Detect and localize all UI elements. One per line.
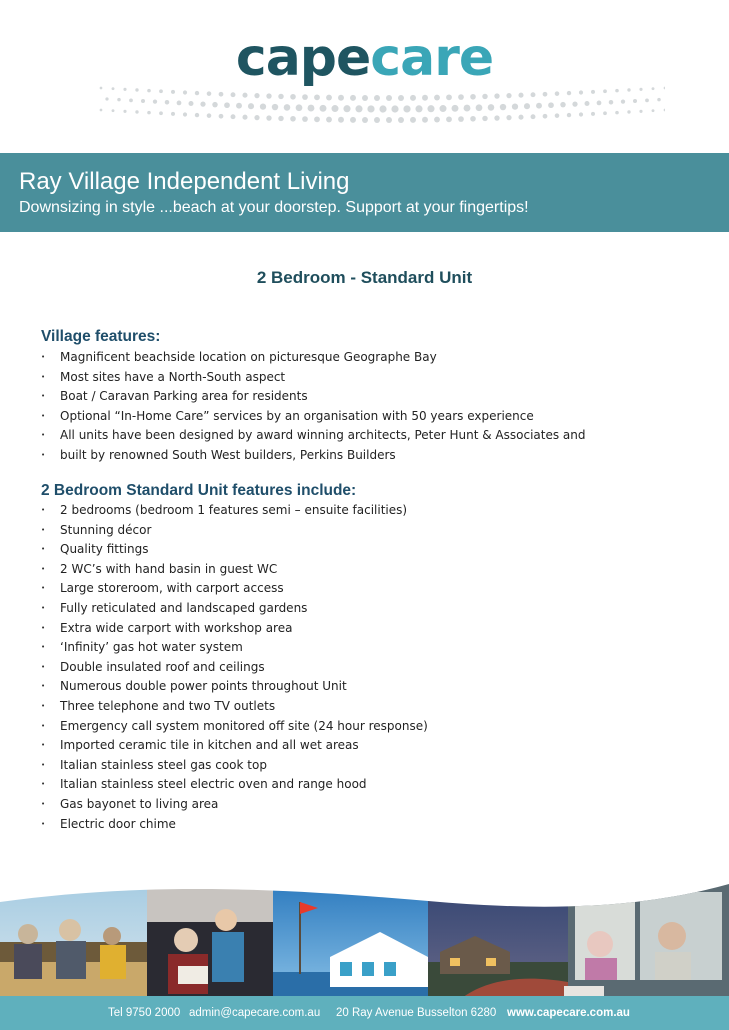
logo-dot: [664, 87, 665, 90]
footer-email[interactable]: admin@capecare.com.au: [189, 1007, 321, 1019]
list-item: • Magnificent beachside location on picturesque Geographe Bay: [41, 348, 586, 368]
logo-dot: [403, 105, 410, 112]
banner-subtitle: Downsizing in style ...beach at your doorstep. Support at your fingertips!: [19, 199, 529, 216]
logo-dot: [427, 105, 434, 112]
logo-dot: [627, 110, 630, 113]
logo-dot: [476, 104, 483, 111]
logo-dot: [159, 89, 163, 93]
logo-dot: [470, 94, 476, 100]
logo-dot: [362, 117, 368, 123]
header-banner: [0, 153, 729, 232]
logo-dot: [219, 114, 224, 119]
unit-features-heading: 2 Bedroom Standard Unit features include:: [41, 482, 357, 499]
logo-dot: [343, 105, 350, 112]
logo-dot: [422, 117, 428, 123]
logo-dot: [219, 92, 224, 97]
logo-dot-swoosh: [95, 78, 665, 132]
logo-dot: [597, 101, 602, 106]
logo-dot: [153, 100, 157, 104]
list-item: • 2 bedrooms (bedroom 1 features semi – ensuite facilities): [41, 501, 428, 521]
logo-dot: [555, 113, 560, 118]
logo-dot: [621, 100, 625, 104]
logo-dot: [439, 105, 446, 112]
logo-dot: [470, 116, 476, 122]
logo-dot: [555, 91, 560, 96]
logo-dot: [615, 89, 619, 93]
logo-dot: [398, 117, 404, 123]
logo-dot: [482, 94, 487, 99]
logo-dot: [242, 115, 247, 120]
list-item: • Italian stainless steel gas cook top: [41, 756, 428, 776]
logo-dot: [112, 87, 115, 90]
logo-dot: [531, 92, 536, 97]
logo-dot: [639, 110, 642, 113]
logo-dot: [135, 88, 138, 91]
logo-dot: [326, 95, 332, 101]
logo-dot: [639, 88, 642, 91]
list-item: • Stunning décor: [41, 521, 428, 541]
logo-dot: [165, 100, 170, 105]
footer-phone: Tel 9750 2000: [108, 1007, 181, 1019]
logo-dot: [422, 95, 428, 101]
logo-dot: [446, 116, 452, 122]
unit-features-list: [41, 501, 428, 834]
logo-dot: [248, 103, 254, 109]
logo-dot: [386, 117, 392, 123]
logo-dot: [195, 91, 199, 95]
logo-dot: [123, 110, 126, 113]
logo-dot: [500, 104, 506, 110]
logo-dot: [645, 98, 649, 102]
logo-dot: [260, 104, 266, 110]
logo-dot: [609, 100, 614, 105]
list-item: • Electric door chime: [41, 815, 428, 835]
logo-dot: [308, 105, 315, 112]
logo-dot: [231, 92, 236, 97]
list-item: • Italian stainless steel electric oven and range hood: [41, 775, 428, 795]
logo-dot: [482, 116, 487, 121]
logo-dot: [320, 105, 327, 112]
logo-dot: [284, 104, 291, 111]
logo-dot: [135, 110, 138, 113]
logo-dot: [171, 90, 175, 94]
banner-title: Ray Village Independent Living: [19, 168, 350, 195]
list-item: • Imported ceramic tile in kitchen and all wet areas: [41, 736, 428, 756]
logo-dot: [664, 109, 665, 112]
list-item: • Quality fittings: [41, 540, 428, 560]
logo-dot: [567, 91, 571, 95]
list-item: • ‘Infinity’ gas hot water system: [41, 638, 428, 658]
logo-dot: [183, 90, 187, 94]
logo-dot: [506, 115, 511, 120]
page-title: 2 Bedroom - Standard Unit: [256, 268, 473, 287]
footer-website[interactable]: www.capecare.com.au: [507, 1007, 630, 1019]
logo-dot: [603, 89, 607, 93]
logo-dot: [207, 113, 212, 118]
list-item: • Boat / Caravan Parking area for residents: [41, 387, 586, 407]
logo-dot: [458, 94, 464, 100]
logo-dot: [236, 103, 242, 109]
logo-dot: [355, 105, 362, 112]
logo-dot: [531, 114, 536, 119]
list-item: • Most sites have a North-South aspect: [41, 368, 586, 388]
logo-dot: [398, 95, 404, 101]
logo-dot: [147, 111, 151, 115]
logo-dot: [584, 101, 589, 106]
logo-dot: [434, 95, 440, 101]
logo-dot: [242, 93, 247, 98]
village-features-list: [41, 348, 586, 466]
logo-dot: [591, 90, 595, 94]
logo-dot: [652, 109, 655, 112]
logo-dot: [314, 94, 320, 100]
logo-dot: [579, 90, 583, 94]
logo-dot: [506, 93, 511, 98]
logo-dot: [434, 117, 440, 123]
list-item: • Large storeroom, with carport access: [41, 579, 428, 599]
list-item: • Fully reticulated and landscaped gardens: [41, 599, 428, 619]
logo-dot: [543, 92, 548, 97]
logo-dot: [100, 87, 103, 90]
logo-dot: [452, 105, 459, 112]
logo-dot: [633, 99, 637, 103]
logo-dot: [518, 93, 523, 98]
list-item: • All units have been designed by award winning architects, Peter Hunt & Associates and: [41, 426, 586, 446]
logo-dot: [129, 98, 133, 102]
logo-dot: [177, 101, 182, 106]
logo-dot: [195, 113, 199, 117]
logo-dot: [278, 94, 283, 99]
logo-dot: [302, 94, 308, 100]
logo-dot: [266, 115, 271, 120]
logo-dot: [543, 114, 548, 119]
logo-dot: [123, 88, 126, 91]
logo-dot: [362, 95, 368, 101]
list-item: • Three telephone and two TV outlets: [41, 697, 428, 717]
logo-dot: [254, 115, 259, 120]
logo-dot: [572, 101, 577, 106]
logo-dot: [374, 95, 380, 101]
logo-dot: [579, 112, 583, 116]
logo-dot: [188, 101, 193, 106]
logo-dot: [338, 95, 344, 101]
logo-dot: [331, 105, 338, 112]
logo-dot: [159, 111, 163, 115]
logo-dot: [367, 105, 374, 112]
logo-dot: [141, 99, 145, 103]
logo-dot: [615, 111, 619, 115]
list-item: • Emergency call system monitored off site (24 hour response): [41, 717, 428, 737]
logo-dot: [171, 112, 175, 116]
logo-dot: [386, 95, 392, 101]
logo-dot: [458, 116, 464, 122]
logo-dot: [117, 98, 121, 102]
list-item: • Optional “In-Home Care” services by an organisation with 50 years experience: [41, 407, 586, 427]
list-item: • 2 WC’s with hand basin in guest WC: [41, 560, 428, 580]
logo-dot: [314, 116, 320, 122]
logo-dot: [652, 87, 655, 90]
logo-dot: [548, 102, 554, 108]
logo-dot: [350, 117, 356, 123]
logo-dot: [296, 104, 303, 111]
logo-dot: [391, 105, 398, 112]
list-item: • Gas bayonet to living area: [41, 795, 428, 815]
logo-dot: [147, 89, 151, 93]
footer-contact-bar: [0, 996, 729, 1030]
logo-dot: [512, 104, 518, 110]
logo-dot: [410, 117, 416, 123]
logo-dot: [567, 113, 571, 117]
logo-dot: [326, 117, 332, 123]
logo-dot: [627, 88, 630, 91]
logo-dot: [603, 111, 607, 115]
footer-address: 20 Ray Avenue Busselton 6280: [336, 1007, 497, 1019]
logo-dot: [415, 105, 422, 112]
logo-dot: [224, 102, 230, 108]
logo-dot: [290, 94, 296, 100]
logo-dot: [338, 117, 344, 123]
logo-dot: [302, 116, 308, 122]
list-item: • Extra wide carport with workshop area: [41, 619, 428, 639]
logo-care-text: care: [370, 28, 494, 88]
logo-dot: [100, 109, 103, 112]
logo-dot: [446, 94, 452, 100]
logo-dot: [350, 95, 356, 101]
list-item: • Double insulated roof and ceilings: [41, 658, 428, 678]
village-features-heading: Village features:: [41, 328, 161, 345]
logo-dot: [518, 115, 523, 120]
logo-dot: [207, 91, 212, 96]
logo-dot: [591, 112, 595, 116]
logo-dot: [231, 114, 236, 119]
logo-dot: [254, 93, 259, 98]
logo-dot: [266, 93, 271, 98]
logo-dot: [560, 102, 565, 107]
logo-dot: [657, 98, 661, 102]
logo-cape-text: cape: [235, 28, 371, 88]
logo-dot: [494, 93, 499, 98]
logo-dot: [524, 103, 530, 109]
logo-dot: [494, 115, 499, 120]
logo-dot: [278, 116, 283, 121]
logo-dot: [488, 104, 495, 111]
logo-dot: [212, 102, 217, 107]
logo-dot: [374, 117, 380, 123]
list-item-continuation: • built by renowned South West builders, Perkins Builders: [41, 446, 586, 466]
list-item: • Numerous double power points throughout Unit: [41, 677, 428, 697]
logo-dot: [112, 109, 115, 112]
photo-collage: [0, 862, 729, 1004]
logo-dot: [105, 97, 108, 100]
logo-dot: [183, 112, 187, 116]
logo-dot: [290, 116, 296, 122]
logo-dot: [410, 95, 416, 101]
logo-dot: [464, 105, 471, 112]
logo-dot: [272, 104, 278, 110]
logo-dot: [379, 105, 386, 112]
logo-dot: [536, 103, 542, 109]
logo-dot: [200, 101, 205, 106]
